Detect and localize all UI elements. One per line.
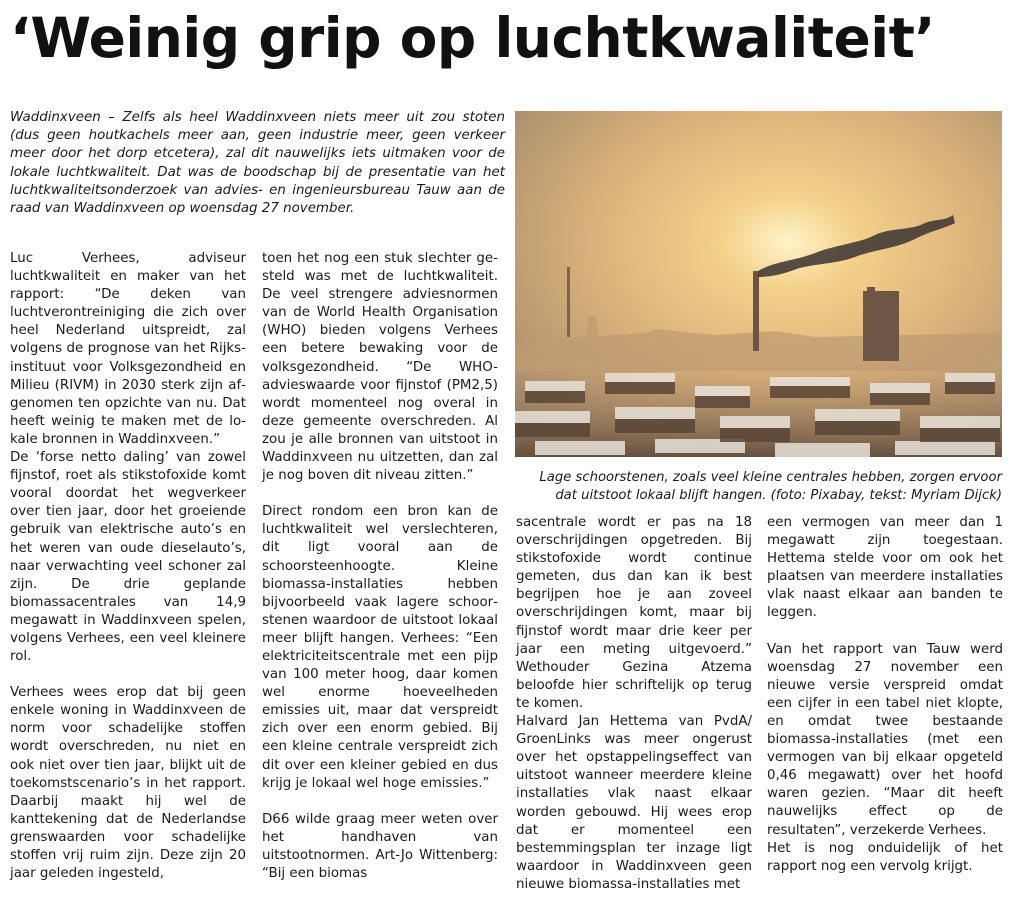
article-column-4 [767, 514, 1003, 876]
paragraph: Halvard Jan Hettema van PvdA/ GroenLinks was meer ongerust over het opstappelingseffect van uitstoot wanneer meerdere kleine installaties vlak naast elkaar worden gebouwd. Hij wees erop dat er momenteel een bestemmingsplan ter inzage ligt waardoor in Waddinxveen geen nieuwe biomassa-installaties met [516, 714, 752, 892]
headline: ‘Weinig grip op luchtkwaliteit’ [10, 6, 935, 70]
article-column-1 [10, 250, 246, 883]
paragraph: Luc Verhees, adviseur luchtkwaliteit en maker van het rapport: “De deken van luchtverontreiniging die zich over heel Nederland uitspreidt, zal volgens de prognose van het Rijksinstituut voor Volksgezondheid en Milieu (RIVM) in 2030 sterk zijn afgenomen ten opzichte van nu. Dat heeft weinig te maken met de lokale bronnen in Waddinxveen.” [10, 251, 246, 447]
article-intro: Waddinxveen – Zelfs als heel Waddinxveen niets meer uit zou stoten (dus geen houtkachels meer aan, geen industrie meer, geen verkeer meer door het dorp etcetera), zal dit nauwelijks iets uitmaken voor de lokale luchtkwaliteit. Dat was de boodschap bij de presentatie van het luchtkwaliteitsonderzoek van advies- en ingenieursbureau Tauw aan de raad van Waddinxveen op woensdag 27 november. [10, 110, 505, 217]
paragraph: De ‘forse netto daling’ van zowel fijnstof, roet als stikstofoxide komt vooral doordat het wegverkeer over tien jaar, door het groeiende gebruik van elektrische auto’s en het weren van oude dieselauto’s, naar verwachting veel schoner zal zijn. De drie geplande biomassacentrales van 14,9 megawatt in Waddinxveen spelen, volgens Verhees, een veel kleinere rol. [10, 450, 246, 665]
paragraph: Verhees wees erop dat bij geen enkele woning in Waddinxveen de norm voor schadelijke stoffen wordt overschreden, nu niet en ook niet over tien jaar, blijkt uit de toekomstscenario’s in het rapport. Daarbij maakt hij wel de kanttekening dat de Nederlandse grenswaarden voor schadelijke stoffen vrij ruim zijn. Deze zijn 20 jaar geleden ingesteld, [10, 685, 246, 882]
paragraph: Het is nog onduidelijk of het rapport nog een vervolg krijgt. [767, 840, 1003, 874]
photo-caption: Lage schoorstenen, zoals veel kleine centrales hebben, zorgen ervoor dat uitstoot lokaal blijft hangen. (foto: Pixabay, tekst: Myriam Dijck) [539, 470, 1002, 503]
paragraph: sacentrale wordt er pas na 18 overschrijdingen opgetreden. Bij stikstofoxide wordt continue gemeten, dus dan kan ik best begrijpen hoe je aan zoveel overschrijdingen komt, maar bij fijnstof wordt maar drie keer per jaar een meting uitgevoerd.” Wethouder Gezina Atzema beloofde hier schriftelijk op terug te komen. [516, 515, 752, 711]
paragraph: Van het rapport van Tauw werd woensdag 27 november een nieuwe versie verspreid omdat een cijfer in een tabel niet klopte, en omdat twee bestaande biomassa-installaties (met een vermogen van bij elkaar opgeteld 0,46 megawatt) over het hoofd waren gezien. “Maar dit heeft nauwelijks effect op de resultaten”, verzekerde Verhees. [767, 641, 1003, 838]
city-smog-photo [515, 111, 1002, 457]
article-column-3 [516, 514, 752, 894]
paragraph: toen het nog een stuk slechter gesteld was met de luchtkwaliteit. De veel strengere adviesnormen van de World Health Organisation (WHO) bieden volgens Verhees een betere bewaking voor de volksgezondheid. “De WHO-advieswaarde voor fijnstof (PM2,5) wordt momenteel nog overal in deze gemeente overschreden. Al zou je alle bronnen van uitstoot in Waddinxveen nu uitzetten, dan zal je nog boven dit niveau zitten.” [262, 251, 498, 484]
paragraph: een vermogen van meer dan 1 megawatt zijn toegestaan. Hettema stelde voor om ook het plaatsen van meerdere installaties vlak naast elkaar aan banden te leggen. [767, 515, 1003, 621]
article-photo [515, 111, 1002, 457]
article-column-2 [262, 250, 498, 883]
paragraph: Direct rondom een bron kan de luchtkwaliteit wel verslechteren, dit ligt vooral aan de schoorsteenhoogte. Kleine biomassa-installaties hebben bijvoorbeeld vaak lagere schoorstenen waardoor de uitstoot lokaal meer blijft hangen. Verhees: “Een elektriciteitscentrale met een pijp van 100 meter hoog, daar komen wel enorme hoeveelheden emissies uit, maar dat verspreidt zich over een enorm gebied. Bij een kleine centrale verspreidt zich dit over een kleiner gebied en dus krijg je lokaal wel hoge emissies.” [262, 504, 498, 791]
paragraph: D66 wilde graag meer weten over het handhaven van uitstootnormen. Art-Jo Wittenberg: “Bij een biomas [262, 811, 498, 881]
